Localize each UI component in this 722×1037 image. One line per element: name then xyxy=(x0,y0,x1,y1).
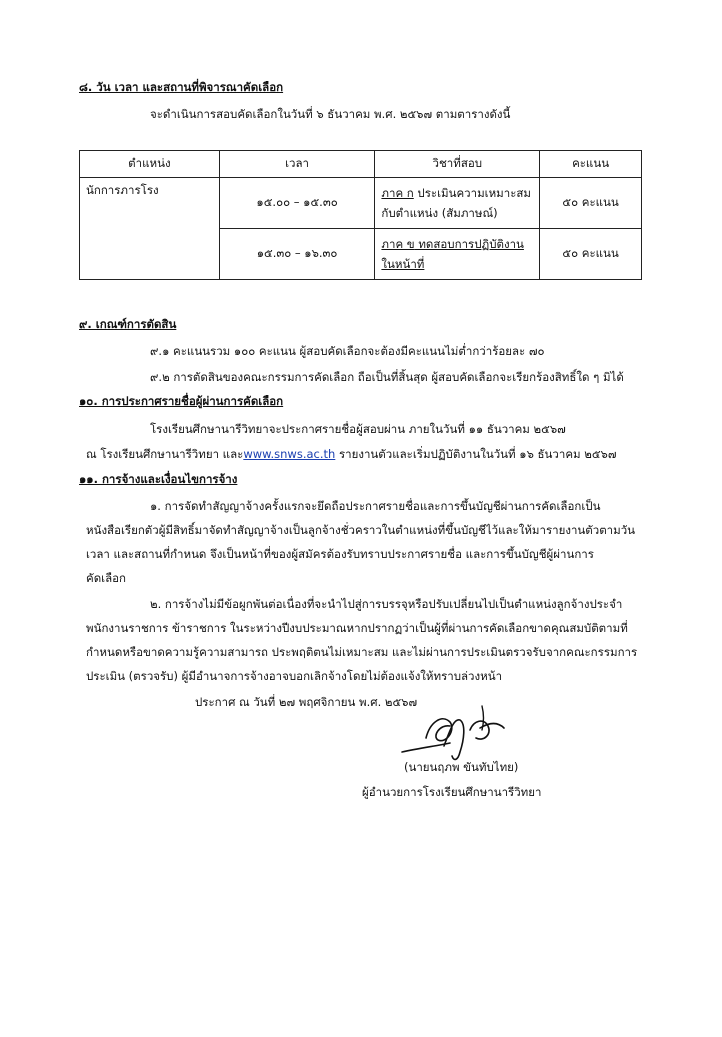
position-cell: นักการภารโรง xyxy=(80,178,220,280)
section11-heading: ๑๑. การจ้างและเงื่อนไขการจ้าง xyxy=(79,472,238,486)
subject-text: ทดสอบการปฏิบัติงาน xyxy=(414,237,524,251)
section11-p2-line: พนักงานราชการ ข้าราชการ ในระหว่างปีงบประมาณหากปรากฏว่าเป็นผู้ที่ผ่านการคัดเลือกขาดคุณสมบัติตามที่ xyxy=(86,621,628,635)
section10-heading: ๑๐. การประกาศรายชื่อผู้ผ่านการคัดเลือก xyxy=(79,394,284,408)
score-cell: ๕๐ คะแนน xyxy=(540,178,642,229)
score-cell: ๕๐ คะแนน xyxy=(540,229,642,280)
signer-title: ผู้อำนวยการโรงเรียนศึกษานารีวิทยา xyxy=(362,785,542,799)
section10-line2-pre: ณ โรงเรียนศึกษานารีวิทยา และ xyxy=(86,447,244,461)
section8-intro: จะดำเนินการสอบคัดเลือกในวันที่ ๖ ธันวาคม พ.ศ. ๒๕๖๗ ตามตารางดังนี้ xyxy=(150,107,511,121)
subject-cell xyxy=(375,178,540,229)
table-header-row xyxy=(80,151,642,178)
section9-item2: ๙.๒ การตัดสินของคณะกรรมการคัดเลือก ถือเป็นที่สิ้นสุด ผู้สอบคัดเลือกจะเรียกร้องสิทธิ์ใด ๆ มิได้ xyxy=(150,370,624,384)
time-cell: ๑๕.๓๐ – ๑๖.๓๐ xyxy=(219,229,375,280)
table-row xyxy=(80,178,642,229)
section11-p2-line: ประเมิน (ตรวจรับ) ผู้มีอำนาจการจ้างอาจบอกเลิกจ้างโดยไม่ต้องแจ้งให้ทราบล่วงหน้า xyxy=(86,669,503,683)
header-score: คะแนน xyxy=(540,151,642,178)
header-subject: วิชาที่สอบ xyxy=(375,151,540,178)
section11-p1-line: หนังสือเรียกตัวผู้มีสิทธิ์มาจัดทำสัญญาจ้างเป็นลูกจ้างชั่วคราวในตำแหน่งที่ขึ้นบัญชีไว้และให้มารายงานตัวตามวัน xyxy=(86,523,636,537)
section11-p1-line: ๑. การจัดทำสัญญาจ้างครั้งแรกจะยึดถือประกาศรายชื่อและการขึ้นบัญชีผ่านการคัดเลือกเป็น xyxy=(150,499,601,513)
header-position: ตำแหน่ง xyxy=(80,151,220,178)
subject-cell xyxy=(375,229,540,280)
section11-p1-line: คัดเลือก xyxy=(86,571,127,585)
section10-line1: โรงเรียนศึกษานารีวิทยาจะประกาศรายชื่อผู้สอบผ่าน ภายในวันที่ ๑๑ ธันวาคม ๒๕๖๗ xyxy=(150,422,566,436)
exam-schedule-table xyxy=(79,150,642,280)
section11-p2-line: ๒. การจ้างไม่มีข้อผูกพันต่อเนื่องที่จะนำไปสู่การบรรจุหรือปรับเปลี่ยนไปเป็นตำแหน่งลูกจ้างประจำ xyxy=(150,597,623,611)
time-cell: ๑๕.๐๐ – ๑๕.๓๐ xyxy=(219,178,375,229)
section10-line2-post: รายงานตัวและเริ่มปฏิบัติงานในวันที่ ๑๖ ธันวาคม ๒๕๖๗ xyxy=(335,447,617,461)
school-website-link[interactable]: www.snws.ac.th xyxy=(243,447,336,461)
section9-item1: ๙.๑ คะแนนรวม ๑๐๐ คะแนน ผู้สอบคัดเลือกจะต้องมีคะแนนไม่ต่ำกว่าร้อยละ ๗๐ xyxy=(150,344,545,358)
subject-text-line2: กับตำแหน่ง (สัมภาษณ์) xyxy=(381,206,498,220)
subject-text: ประเมินความเหมาะสม xyxy=(413,186,531,200)
announcement-date: ประกาศ ณ วันที่ ๒๗ พฤศจิกายน พ.ศ. ๒๕๖๗ xyxy=(195,695,418,709)
signer-name: (นายนฤภพ ขันทับไทย) xyxy=(404,760,519,774)
subject-text-line2: ในหน้าที่ xyxy=(381,257,425,271)
section9-heading: ๙. เกณฑ์การตัดสิน xyxy=(79,317,177,331)
subject-part: ภาค ข xyxy=(381,237,415,251)
section11-p2-line: กำหนดหรือขาดความรู้ความสามารถ ประพฤติตนไม่เหมาะสม และไม่ผ่านการประเมินตรวจรับจากคณะกรรมการ xyxy=(86,645,638,659)
header-time: เวลา xyxy=(219,151,375,178)
section10-line2 xyxy=(86,446,617,462)
section8-heading: ๘. วัน เวลา และสถานที่พิจารณาคัดเลือก xyxy=(79,80,284,94)
section11-p1-line: เวลา และสถานที่กำหนด จึงเป็นหน้าที่ของผู้สมัครต้องรับทราบประกาศรายชื่อ และการขึ้นบัญชีผู้ผ่านการ xyxy=(86,547,594,561)
subject-part: ภาค ก xyxy=(381,186,414,200)
